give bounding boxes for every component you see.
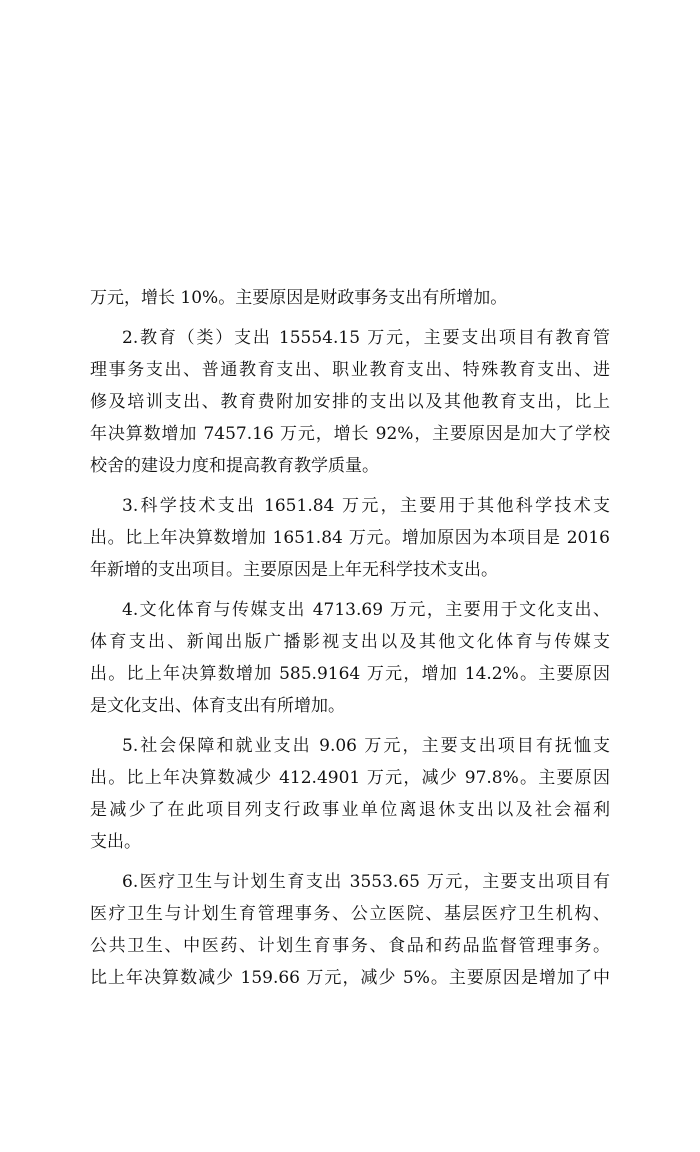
paragraph-gap — [90, 586, 610, 594]
document-body — [90, 282, 610, 994]
text-line: 校舍的建设力度和提高教育教学质量。 — [90, 456, 379, 476]
text-line: 年新增的支出项目。主要原因是上年无科学技术支出。 — [90, 560, 498, 580]
text-line: 支出。 — [90, 832, 141, 852]
text-line: 4.文化体育与传媒支出 4713.69 万元，主要用于文化支出、 — [122, 600, 610, 620]
paragraph-gap — [90, 314, 610, 322]
text-line: 公共卫生、中医药、计划生育事务、食品和药品监督管理事务。 — [90, 936, 610, 956]
text-line: 6.医疗卫生与计划生育支出 3553.65 万元，主要支出项目有 — [122, 872, 610, 892]
text-line: 出。比上年决算数增加 1651.84 万元。增加原因为本项目是 2016 — [90, 528, 610, 548]
text-line: 医疗卫生与计划生育管理事务、公立医院、基层医疗卫生机构、 — [90, 904, 610, 924]
paragraph-gap — [90, 722, 610, 730]
text-line: 修及培训支出、教育费附加安排的支出以及其他教育支出，比上 — [90, 392, 610, 412]
text-line: 出。比上年决算数增加 585.9164 万元，增加 14.2%。主要原因 — [90, 664, 610, 684]
text-line: 2.教育（类）支出 15554.15 万元，主要支出项目有教育管 — [122, 328, 610, 348]
paragraph-gap — [90, 858, 610, 866]
text-line: 是减少了在此项目列支行政事业单位离退休支出以及社会福利 — [90, 800, 610, 820]
text-line: 3.科学技术支出 1651.84 万元，主要用于其他科学技术支 — [122, 496, 610, 516]
text-line: 理事务支出、普通教育支出、职业教育支出、特殊教育支出、进 — [90, 360, 610, 380]
text-line: 5.社会保障和就业支出 9.06 万元，主要支出项目有抚恤支 — [122, 736, 610, 756]
text-line: 万元，增长 10%。主要原因是财政事务支出有所增加。 — [90, 288, 508, 308]
text-line: 体育支出、新闻出版广播影视支出以及其他文化体育与传媒支 — [90, 632, 610, 652]
paragraph-gap — [90, 482, 610, 490]
text-line: 比上年决算数减少 159.66 万元，减少 5%。主要原因是增加了中 — [90, 968, 610, 988]
text-line: 出。比上年决算数减少 412.4901 万元，减少 97.8%。主要原因 — [90, 768, 610, 788]
text-line: 年决算数增加 7457.16 万元，增长 92%，主要原因是加大了学校 — [90, 424, 610, 444]
text-line: 是文化支出、体育支出有所增加。 — [90, 696, 345, 716]
